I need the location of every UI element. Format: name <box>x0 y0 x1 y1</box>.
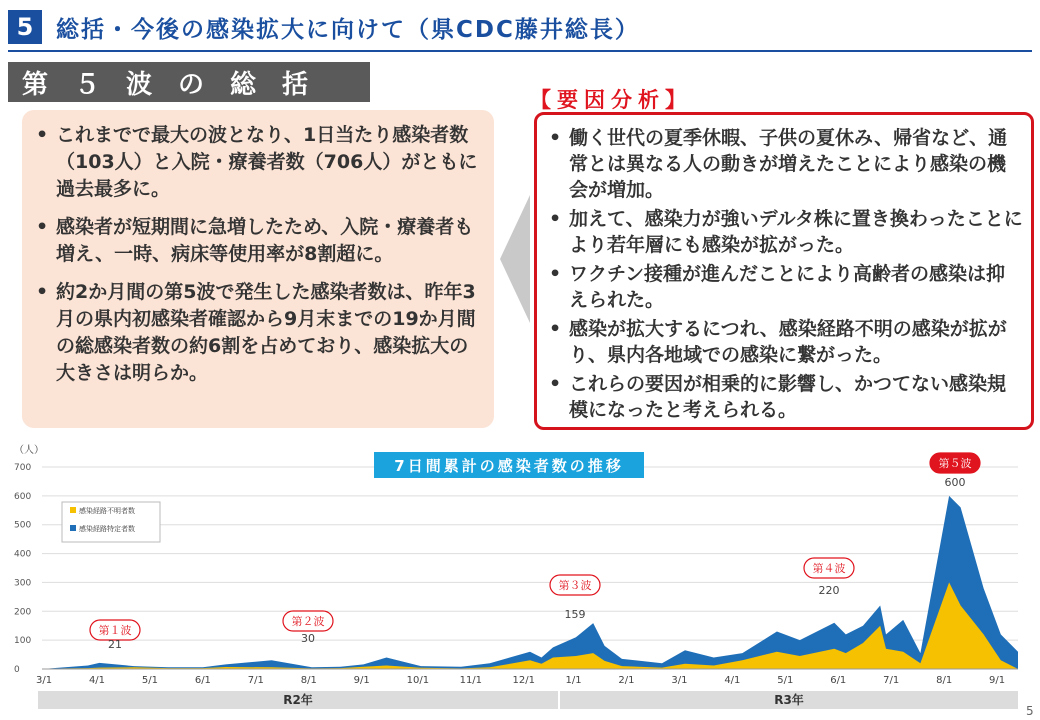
x-tick-label: 10/1 <box>406 675 430 686</box>
page-title: 総括・今後の感染拡大に向けて（県CDC藤井総長） <box>56 16 640 43</box>
x-tick-label: 4/1 <box>88 675 106 686</box>
wave-label: 第５波 <box>938 457 972 470</box>
x-tick-label: 5/1 <box>777 675 794 686</box>
x-tick-label: 8/1 <box>300 675 317 686</box>
y-tick-label: 0 <box>14 665 20 675</box>
wave-peak-value: 159 <box>564 608 586 621</box>
wave-label: 第３波 <box>558 579 592 592</box>
year-label: R3年 <box>774 693 804 707</box>
x-tick-label: 1/1 <box>565 675 582 686</box>
summary-bullet: • 感染者が短期間に急増したため、入院・療養者も増え、一時、病床等使用率が8割超に。 <box>34 214 482 268</box>
x-tick-label: 7/1 <box>247 675 264 686</box>
wave-label: 第２波 <box>291 615 325 628</box>
x-tick-label: 4/1 <box>724 675 741 686</box>
legend-label: 感染経路不明者数 <box>79 507 135 515</box>
y-tick-label: 600 <box>14 491 32 502</box>
legend-label: 感染経路特定者数 <box>79 525 135 533</box>
x-tick-label: 12/1 <box>512 675 535 686</box>
wave-label: 第１波 <box>98 624 132 637</box>
legend-swatch <box>70 525 76 531</box>
y-tick-label: 300 <box>14 578 32 589</box>
y-tick-label: 400 <box>14 549 32 560</box>
x-tick-label: 9/1 <box>353 675 370 686</box>
factor-analysis-box <box>534 112 1034 430</box>
arrow-left-icon <box>500 195 530 323</box>
summary-bullet: • これまでで最大の波となり、1日当たり感染者数（103人）と入院・療養者数（706人）がともに過去最多に。 <box>34 122 482 203</box>
wave-peak-value: 600 <box>944 476 966 489</box>
x-tick-label: 9/1 <box>989 675 1006 686</box>
factor-bullet: • ワクチン接種が進んだことにより高齢者の感染は抑えられた。 <box>547 261 1023 313</box>
summary-box <box>22 110 494 428</box>
summary-label: 第５波の総括 <box>8 62 370 102</box>
page-header <box>8 10 640 44</box>
x-tick-label: 6/1 <box>194 675 211 686</box>
x-tick-label: 3/1 <box>36 675 53 686</box>
header-divider <box>8 50 1032 52</box>
y-tick-label: 100 <box>14 636 32 647</box>
wave-peak-value: 30 <box>301 632 315 645</box>
x-tick-label: 11/1 <box>459 675 483 686</box>
x-tick-label: 3/1 <box>671 675 688 686</box>
page-number: 5 <box>1026 704 1034 718</box>
legend-swatch <box>70 507 76 513</box>
year-label: R2年 <box>283 693 313 707</box>
y-tick-label: 200 <box>14 607 32 618</box>
y-axis-label: （人） <box>14 445 44 456</box>
factor-bullet: • 働く世代の夏季休暇、子供の夏休み、帰省など、通常とは異なる人の動きが増えたことにより感染の機会が増加。 <box>547 125 1023 203</box>
factor-bullet: • これらの要因が相乗的に影響し、かつてない感染規模になったと考えられる。 <box>547 371 1023 423</box>
factor-bullet: • 感染が拡大するにつれ、感染経路不明の感染が拡がり、県内各地域での感染に繋がった。 <box>547 316 1023 368</box>
wave-label: 第４波 <box>812 562 846 575</box>
factor-analysis-title: 【要因分析】 <box>530 88 692 112</box>
wave-peak-value: 220 <box>818 584 840 597</box>
section-number-badge: 5 <box>8 10 42 44</box>
x-tick-label: 8/1 <box>936 675 953 686</box>
chart-title: 7日間累計の感染者数の推移 <box>374 452 644 478</box>
x-tick-label: 6/1 <box>830 675 847 686</box>
summary-bullet: • 約2か月間の第5波で発生した感染者数は、昨年3月の県内初感染者確認から9月末までの19か月間の総感染者数の約6割を占めており、感染拡大の大きさは明らか。 <box>34 279 482 387</box>
wave-peak-value: 21 <box>108 638 122 651</box>
x-tick-label: 7/1 <box>883 675 900 686</box>
x-tick-label: 5/1 <box>141 675 158 686</box>
y-tick-label: 700 <box>14 463 32 473</box>
x-tick-label: 2/1 <box>618 675 635 686</box>
y-tick-label: 500 <box>14 520 32 531</box>
factor-bullet: • 加えて、感染力が強いデルタ株に置き換わったことにより若年層にも感染が拡がった。 <box>547 206 1023 258</box>
infection-trend-chart <box>0 440 1040 720</box>
